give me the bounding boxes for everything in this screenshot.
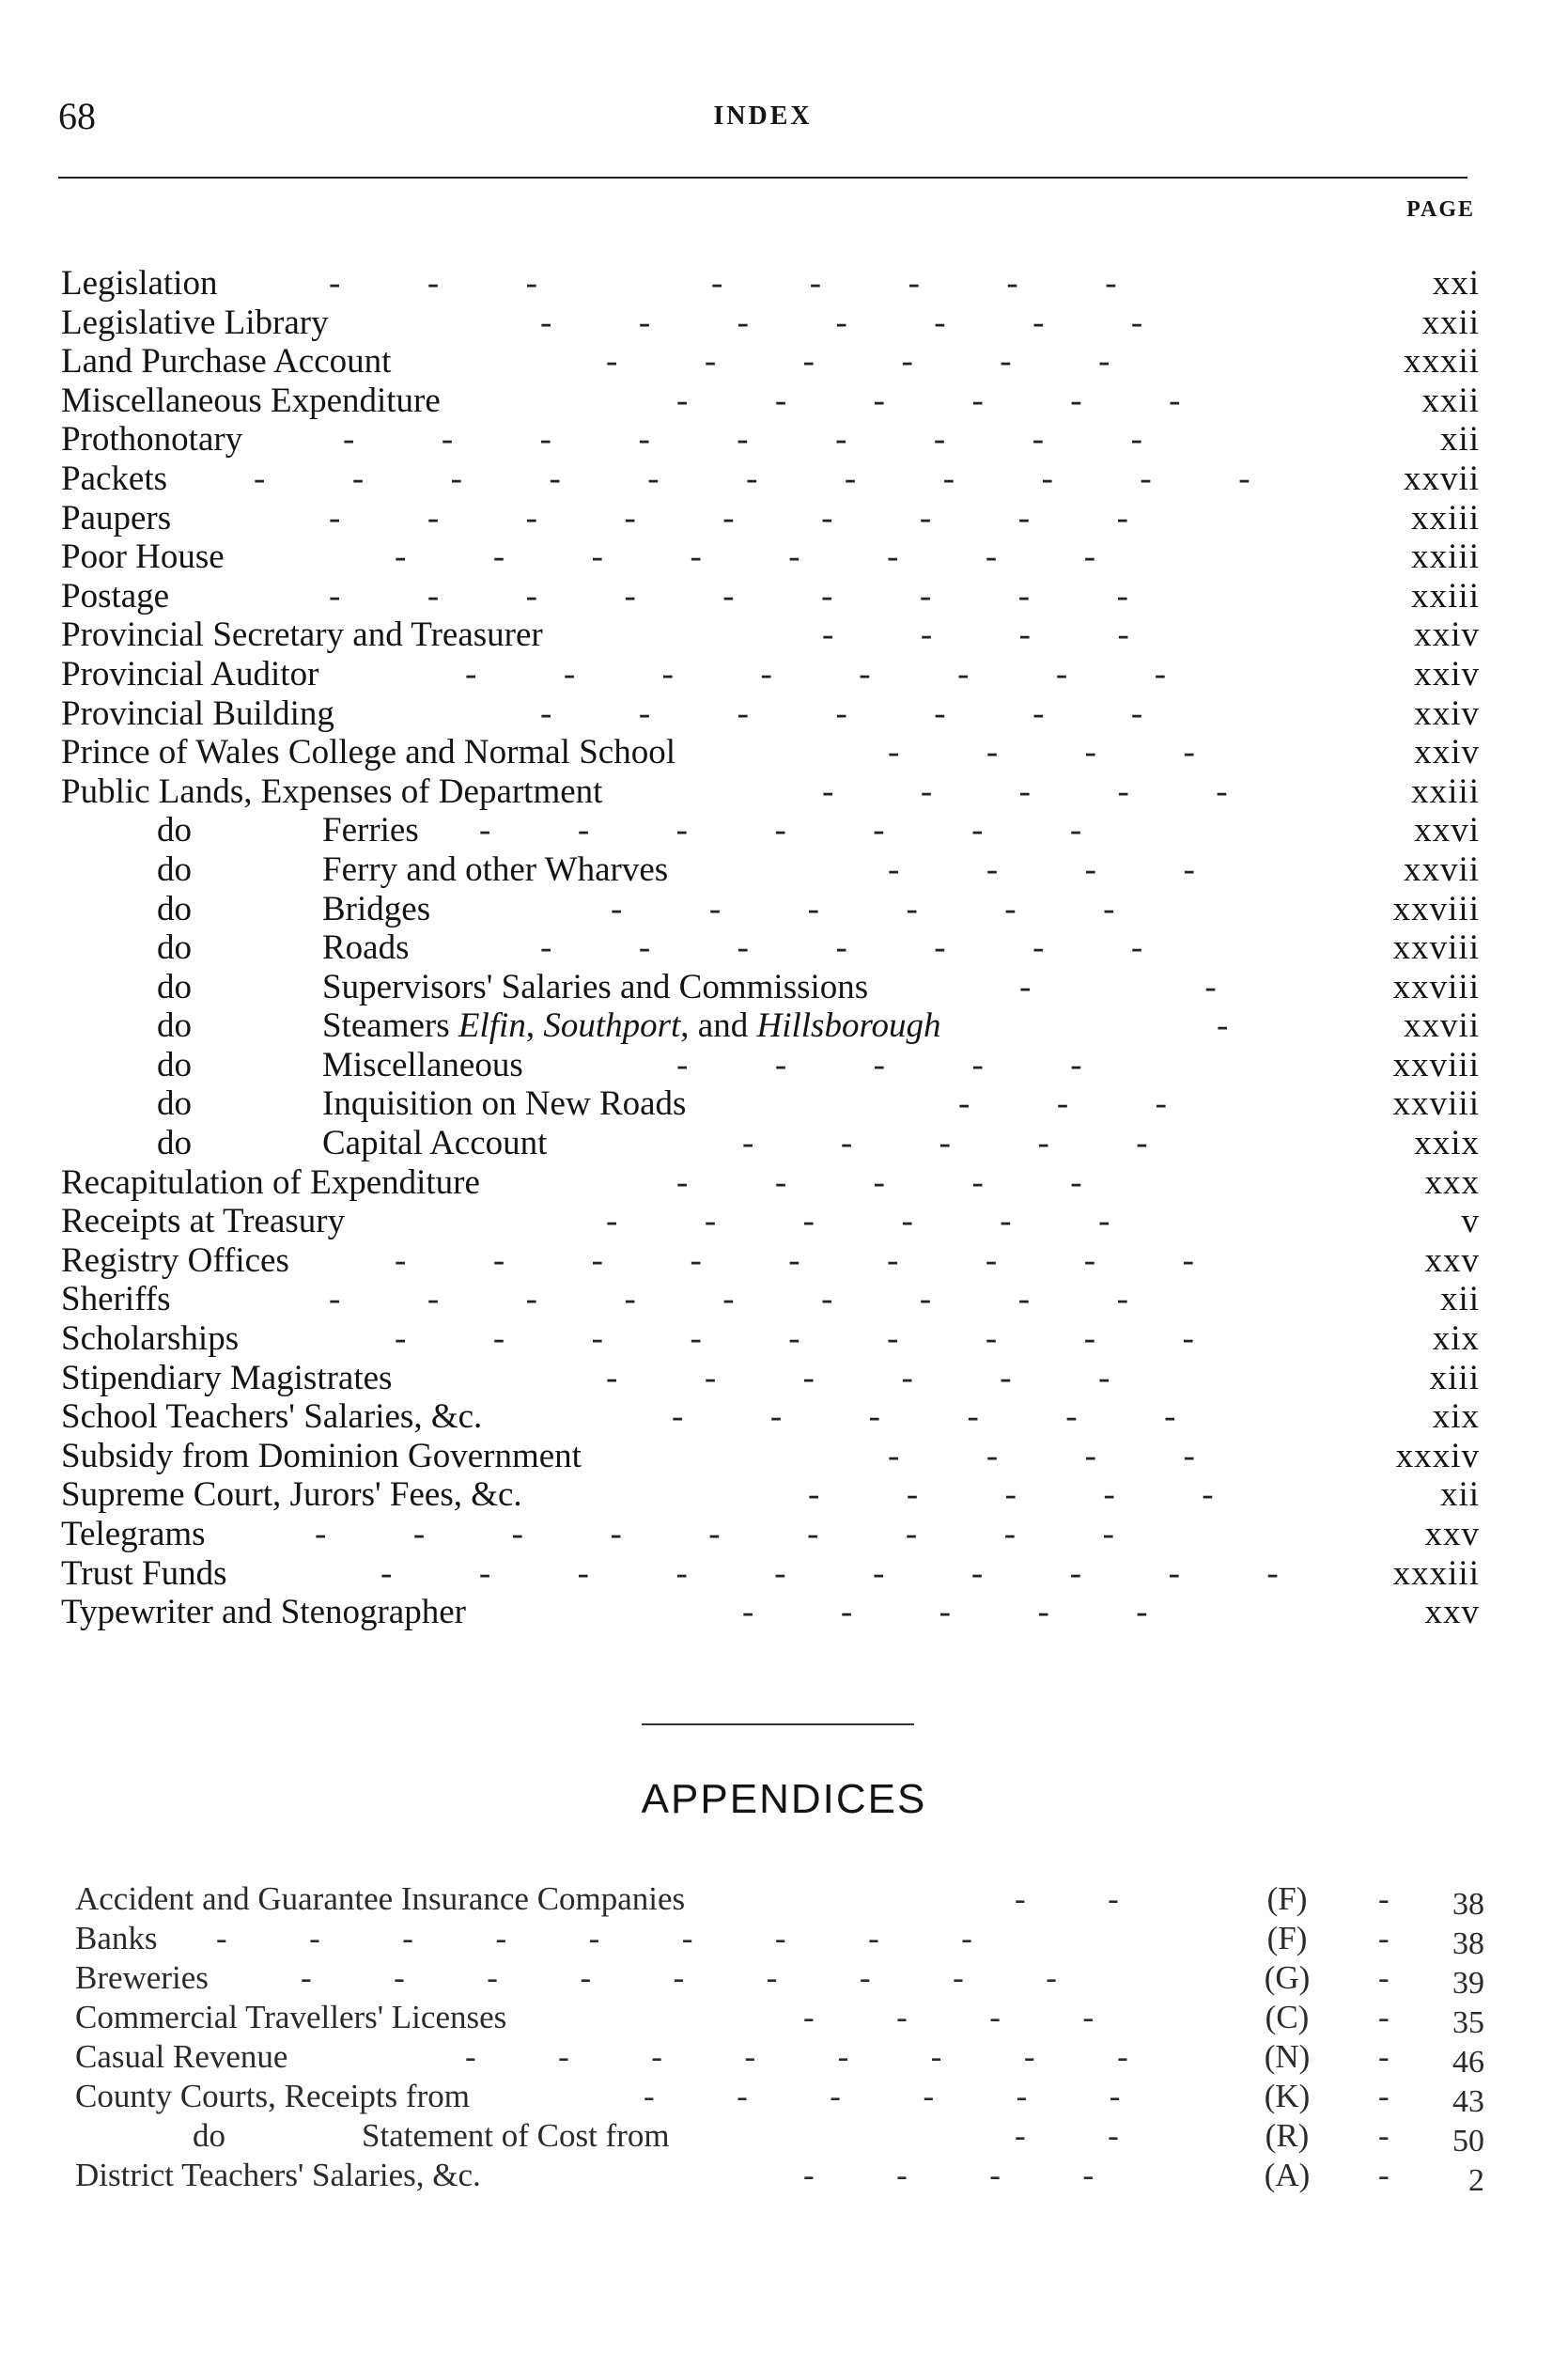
entry-page: xxv [1424, 1240, 1480, 1280]
dot-leader: - - - - - - [606, 342, 1110, 382]
index-entry [61, 1475, 1480, 1515]
entry-page: 35 [1452, 2005, 1484, 2040]
entry-page: xxvi [1414, 811, 1480, 850]
entry-page: xxxii [1403, 342, 1480, 382]
entry-label: Ferry and other Wharves [322, 849, 669, 889]
dot-leader: - - - - [888, 733, 1195, 772]
entry-label: Roads [322, 928, 410, 968]
entry-page: xxiii [1411, 576, 1480, 616]
entry-label: Inquisition on New Roads [322, 1084, 687, 1124]
entry-label: Banks [75, 1920, 158, 1956]
entry-label: Registry Offices [61, 1240, 289, 1280]
appendix-letter: (K) [1264, 2078, 1311, 2114]
entry-label: Sheriffs [61, 1280, 171, 1319]
entry-page: xxii [1421, 381, 1480, 420]
entry-page: 39 [1452, 1966, 1484, 2001]
entry-page: xxv [1424, 1515, 1480, 1553]
entry-page: xxv [1424, 1593, 1480, 1632]
index-entry [61, 1046, 1480, 1085]
index-entry [61, 577, 1480, 616]
entry-label: Miscellaneous [322, 1045, 523, 1084]
dot-leader: - - - - - - - - - [395, 1240, 1194, 1280]
dot-leader: - - [1015, 2117, 1119, 2154]
index-entry [61, 694, 1480, 734]
dot-leader: - - - - - - [676, 381, 1181, 420]
appendix-entry [75, 1919, 1484, 1961]
entry-page: xxx [1424, 1162, 1480, 1202]
dot-leader: - - - - - - - [540, 928, 1143, 968]
dot-leader: - - - - - - [672, 1397, 1176, 1437]
dash: - [1378, 2117, 1389, 2154]
steamer-name: Southport [543, 1006, 681, 1046]
entry-page: xxviii [1392, 889, 1480, 928]
index-entry [61, 1006, 1480, 1046]
index-entry [61, 655, 1480, 694]
dot-leader: - - - - - - - - - [329, 1280, 1128, 1319]
entry-label: Steamers Elfin, Southport, and Hillsborough [322, 1006, 941, 1046]
dot-leader: - - - - - - [606, 1202, 1110, 1241]
entry-label: Stipendiary Magistrates [61, 1358, 393, 1397]
dot-leader: - - - - - - - - - [395, 1319, 1194, 1359]
dot-leader: - - - - - [822, 771, 1228, 811]
entry-page: xxix [1414, 1124, 1480, 1163]
ditto-mark: do [157, 811, 192, 850]
entry-label: Legislation [61, 264, 218, 303]
index-entry [61, 1163, 1480, 1203]
index-entry [61, 1124, 1480, 1163]
index-entry [61, 733, 1480, 772]
dash: - [1378, 1920, 1389, 1956]
entry-label: Provincial Building [61, 694, 334, 733]
dot-leader: - - - - - - - - - [315, 1515, 1114, 1553]
entry-page: xxiii [1411, 538, 1480, 577]
entry-label: Land Purchase Account [61, 342, 392, 382]
index-entry [61, 1202, 1480, 1241]
entry-label: District Teachers' Salaries, &c. [75, 2157, 481, 2193]
entry-page: xii [1439, 1475, 1480, 1515]
entry-label: Prothonotary [61, 420, 243, 460]
dot-leader: - - - - - - - - - [301, 1959, 1057, 1996]
dot-leader: - - - - - - - - - [343, 420, 1142, 460]
dot-leader: - - [1019, 967, 1217, 1006]
entry-label: Typewriter and Stenographer [61, 1593, 466, 1632]
dash: - [1378, 1880, 1389, 1917]
dot-leader: - - - - - [676, 1045, 1082, 1084]
index-entry [61, 890, 1480, 929]
dot-leader: - - - - - [676, 1162, 1082, 1202]
dot-leader: - - - - [888, 849, 1195, 889]
entry-page: xxii [1421, 303, 1480, 342]
appendix-letter: (A) [1264, 2157, 1311, 2193]
appendix-entry [75, 1998, 1484, 2040]
entry-label: Accident and Guarantee Insurance Companies [75, 1880, 686, 1917]
dot-leader: - - - - - [808, 1475, 1214, 1515]
entry-label: Packets [61, 459, 168, 498]
entry-page: xxiv [1414, 733, 1480, 772]
entry-label: Supreme Court, Jurors' Fees, &c. [61, 1475, 522, 1515]
index-entry [61, 538, 1480, 577]
entry-label: Scholarships [61, 1319, 240, 1359]
entry-label: Trust Funds [61, 1553, 227, 1593]
entry-label: Ferries [322, 811, 419, 850]
entry-label: Provincial Auditor [61, 654, 319, 694]
dot-leader: - - - - - - - - [329, 264, 1117, 303]
entry-label: Public Lands, Expenses of Department [61, 771, 603, 811]
entry-page: v [1461, 1202, 1480, 1241]
dot-leader: - - - - - [742, 1124, 1148, 1163]
dot-leader: - - [1015, 1880, 1119, 1917]
index-entry [61, 420, 1480, 460]
entry-page: xxxiii [1392, 1553, 1480, 1593]
dot-leader: - - - - - - [606, 1358, 1110, 1397]
entry-page: 50 [1452, 2124, 1484, 2159]
entry-page: xxviii [1392, 928, 1480, 968]
appendix-entry [75, 2037, 1484, 2080]
entry-page: xxvii [1403, 459, 1480, 498]
entry-label: School Teachers' Salaries, &c. [61, 1397, 483, 1437]
appendix-letter: (C) [1265, 1999, 1310, 2035]
appendix-letter: (N) [1264, 2038, 1311, 2075]
index-list [61, 264, 1480, 1632]
entry-label: Postage [61, 576, 170, 616]
entry-label: Subsidy from Dominion Government [61, 1436, 582, 1475]
entry-label: Miscellaneous Expenditure [61, 381, 441, 420]
index-entry [61, 460, 1480, 499]
index-entry [61, 1515, 1480, 1554]
entry-label: Receipts at Treasury [61, 1202, 346, 1241]
dot-leader: - - - - - - - - - - - [254, 459, 1250, 498]
dot-leader: - - - - - - - - [465, 654, 1167, 694]
header-rule [58, 177, 1467, 179]
index-entry [61, 1241, 1480, 1281]
index-entry [61, 342, 1480, 382]
appendices-title: APPENDICES [641, 1776, 927, 1822]
entry-page: 2 [1468, 2163, 1484, 2198]
dot-leader: - - - - - - - - - [216, 1920, 972, 1956]
index-entry [61, 968, 1480, 1007]
appendix-letter: (G) [1264, 1959, 1311, 1996]
entry-label: Telegrams [61, 1515, 206, 1553]
entry-page: xix [1432, 1319, 1480, 1359]
entry-label: Prince of Wales College and Normal School [61, 733, 675, 772]
entry-label: Paupers [61, 498, 172, 538]
ditto-mark: do [157, 1124, 192, 1163]
entry-page: xxvii [1403, 849, 1480, 889]
entry-label: Breweries [75, 1959, 209, 1996]
index-entry [61, 772, 1480, 812]
entry-page: xxviii [1392, 1045, 1480, 1084]
page-number: 68 [58, 95, 96, 137]
index-entry [61, 1280, 1480, 1319]
dot-leader: - - - - - [742, 1593, 1148, 1632]
dot-leader: - - - - - - - - - [329, 498, 1128, 538]
index-entry [61, 616, 1480, 655]
appendix-letter: (F) [1266, 1880, 1308, 1917]
dot-leader: - - - - [803, 2157, 1094, 2193]
entry-page: xxiii [1411, 498, 1480, 538]
dash: - [1378, 2157, 1389, 2193]
entry-page: xxxiv [1395, 1436, 1480, 1475]
ditto-mark: do [157, 1006, 192, 1046]
dot-leader: - - - - - - - [540, 694, 1143, 733]
entry-label: Provincial Secretary and Treasurer [61, 616, 543, 655]
entry-label: Casual Revenue [75, 2038, 288, 2075]
appendices-list [75, 1879, 1484, 2198]
index-entry [61, 1084, 1480, 1124]
ditto-mark: do [157, 967, 192, 1006]
steamer-name: Hillsborough [756, 1006, 941, 1046]
entry-page: xxiv [1414, 694, 1480, 733]
ditto-mark: do [157, 1084, 192, 1124]
dash: - [1378, 1999, 1389, 2035]
dot-leader: - - - - - - - - [395, 538, 1096, 577]
entry-page: xiii [1429, 1358, 1480, 1397]
running-title: INDEX [713, 101, 813, 131]
appendix-entry [75, 2116, 1484, 2159]
entry-page: xxiii [1411, 771, 1480, 811]
ditto-mark: do [157, 889, 192, 928]
index-entry [61, 1397, 1480, 1437]
index-entry [61, 1319, 1480, 1359]
dot-leader: - - - - - - - [540, 303, 1143, 342]
section-separator [642, 1723, 914, 1725]
appendix-letter: (R) [1265, 2117, 1310, 2154]
entry-label: Bridges [322, 889, 431, 928]
index-entry [61, 811, 1480, 850]
dash: - [1378, 2038, 1389, 2075]
index-entry [61, 1437, 1480, 1476]
appendix-entry [75, 2077, 1484, 2119]
entry-page: xii [1439, 420, 1480, 460]
index-entry [61, 304, 1480, 343]
appendix-entry [75, 1958, 1484, 2001]
steamer-name: Elfin [458, 1006, 526, 1046]
dot-leader: - - - [958, 1084, 1167, 1124]
entry-label: Capital Account [322, 1124, 548, 1163]
entry-page: 38 [1452, 1926, 1484, 1961]
ditto-mark: do [157, 1045, 192, 1084]
ditto-mark: do [157, 928, 192, 968]
dot-leader: - - - - - - - - - [329, 576, 1128, 616]
entry-page: xxvii [1403, 1006, 1480, 1046]
dash: - [1378, 1959, 1389, 1996]
entry-page: 38 [1452, 1887, 1484, 1922]
index-entry [61, 382, 1480, 421]
dot-leader: - - - - [822, 616, 1129, 655]
entry-label: Commercial Travellers' Licenses [75, 1999, 507, 2035]
ditto-mark: do [193, 2117, 225, 2154]
dot-leader: - - - - - - [611, 889, 1115, 928]
entry-page: xxiv [1414, 654, 1480, 694]
dot-leader: - - - - - - - - - - [380, 1553, 1279, 1593]
page-column-label: PAGE [1406, 197, 1475, 222]
index-entry [61, 499, 1480, 538]
entry-page: xxi [1432, 264, 1480, 303]
dot-leader: - [1217, 1006, 1229, 1046]
entry-page: xxiv [1414, 616, 1480, 655]
entry-page: 46 [1452, 2045, 1484, 2080]
entry-page: 43 [1452, 2084, 1484, 2119]
entry-label: Legislative Library [61, 303, 329, 342]
page-header [58, 94, 1467, 150]
index-entry [61, 850, 1480, 890]
appendix-letter: (F) [1266, 1920, 1308, 1956]
ditto-mark: do [157, 849, 192, 889]
entry-label: Recapitulation of Expenditure [61, 1162, 480, 1202]
dot-leader: - - - - - - [644, 2078, 1121, 2114]
appendix-entry [75, 1879, 1484, 1922]
dash: - [1378, 2078, 1389, 2114]
dot-leader: - - - - [803, 1999, 1094, 2035]
entry-label: Statement of Cost from [362, 2117, 670, 2154]
entry-label: Poor House [61, 538, 225, 577]
index-entry [61, 1554, 1480, 1594]
entry-page: xix [1432, 1397, 1480, 1437]
dot-leader: - - - - - - - [479, 811, 1082, 850]
index-entry [61, 1593, 1480, 1632]
entry-page: xii [1439, 1280, 1480, 1319]
entry-label: Supervisors' Salaries and Commissions [322, 967, 869, 1006]
dot-leader: - - - - [888, 1436, 1195, 1475]
entry-page: xxviii [1392, 1084, 1480, 1124]
index-entry [61, 928, 1480, 968]
dot-leader: - - - - - - - - [465, 2038, 1128, 2075]
index-entry [61, 264, 1480, 304]
entry-label: County Courts, Receipts from [75, 2078, 470, 2114]
appendix-entry [75, 2156, 1484, 2198]
entry-page: xxviii [1392, 967, 1480, 1006]
index-entry [61, 1359, 1480, 1398]
